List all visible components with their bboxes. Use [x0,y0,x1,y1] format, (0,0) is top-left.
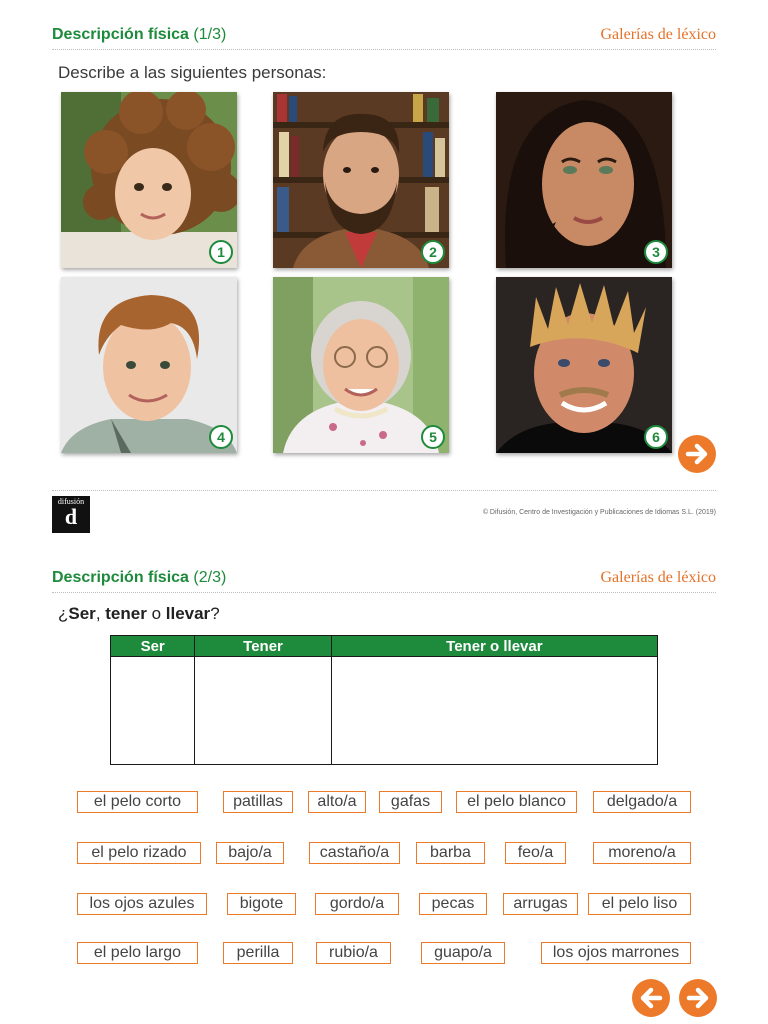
difusion-logo: difusión d [52,496,90,533]
bearded-man-image [273,92,449,268]
word-chip[interactable]: los ojos azules [77,893,207,915]
word-chip[interactable]: los ojos marrones [541,942,691,964]
next-page-button[interactable] [679,979,717,1017]
word-chip[interactable]: el pelo corto [77,791,198,813]
column-header-tener: Tener [195,636,331,657]
drop-zone-tener[interactable] [195,657,331,765]
word-chip[interactable]: el pelo rizado [77,842,201,864]
page-title: Descripción física (1/3) [52,26,227,43]
section-header-2 [52,569,716,593]
column-header-tener-o-llevar: Tener o llevar [331,636,657,657]
drop-zone-tener-o-llevar[interactable] [331,657,657,765]
word-chip[interactable]: el pelo blanco [456,791,577,813]
arrow-right-circle-icon [679,979,717,1017]
photo-number-badge: 1 [209,240,233,264]
boy-portrait-image [61,277,237,453]
instruction-text: Describe a las siguientes personas: [58,63,327,82]
word-chip[interactable]: feo/a [505,842,566,864]
word-chip[interactable]: moreno/a [593,842,691,864]
man-mustache-image [496,277,672,453]
arrow-right-circle-icon [678,435,716,473]
photo-number-badge: 4 [209,425,233,449]
question-text: ¿Ser, tener o llevar? [58,604,220,623]
word-chip[interactable]: alto/a [308,791,366,813]
young-woman-image [496,92,672,268]
word-chip[interactable]: el pelo liso [588,893,691,915]
photo-number-badge: 2 [421,240,445,264]
word-chip[interactable]: gordo/a [315,893,399,915]
section-label: Galerías de léxico [600,26,716,43]
photo-number-badge: 3 [644,240,668,264]
photo-6 [496,277,672,453]
photo-2 [273,92,449,268]
photo-number-badge: 6 [644,425,668,449]
photo-number-badge: 5 [421,425,445,449]
word-chip[interactable]: bigote [227,893,296,915]
child-portrait-image [61,92,237,268]
word-chip[interactable]: perilla [223,942,293,964]
page-title: Descripción física (2/3) [52,569,227,586]
footer-divider [52,490,716,491]
word-chip[interactable]: rubio/a [316,942,391,964]
word-chip[interactable]: el pelo largo [77,942,198,964]
word-chip[interactable]: bajo/a [216,842,284,864]
photo-4 [61,277,237,453]
previous-page-button[interactable] [632,979,670,1017]
photo-1 [61,92,237,268]
word-chip[interactable]: delgado/a [593,791,691,813]
section-label: Galerías de léxico [600,569,716,586]
arrow-left-circle-icon [632,979,670,1017]
word-chip[interactable]: barba [416,842,485,864]
word-chip[interactable]: gafas [379,791,442,813]
drop-zone-ser[interactable] [111,657,195,765]
word-chip[interactable]: patillas [223,791,293,813]
word-chip[interactable]: guapo/a [421,942,505,964]
column-header-ser: Ser [111,636,195,657]
word-chip[interactable]: pecas [419,893,487,915]
word-chip[interactable]: arrugas [503,893,578,915]
elderly-woman-image [273,277,449,453]
next-page-button[interactable] [678,435,716,473]
sorting-table [110,635,658,765]
word-chip[interactable]: castaño/a [309,842,400,864]
section-header-1 [52,26,716,50]
copyright-text: © Difusión, Centro de Investigación y Publicaciones de Idiomas S.L. (2019) [482,509,716,516]
photo-3 [496,92,672,268]
photo-5 [273,277,449,453]
